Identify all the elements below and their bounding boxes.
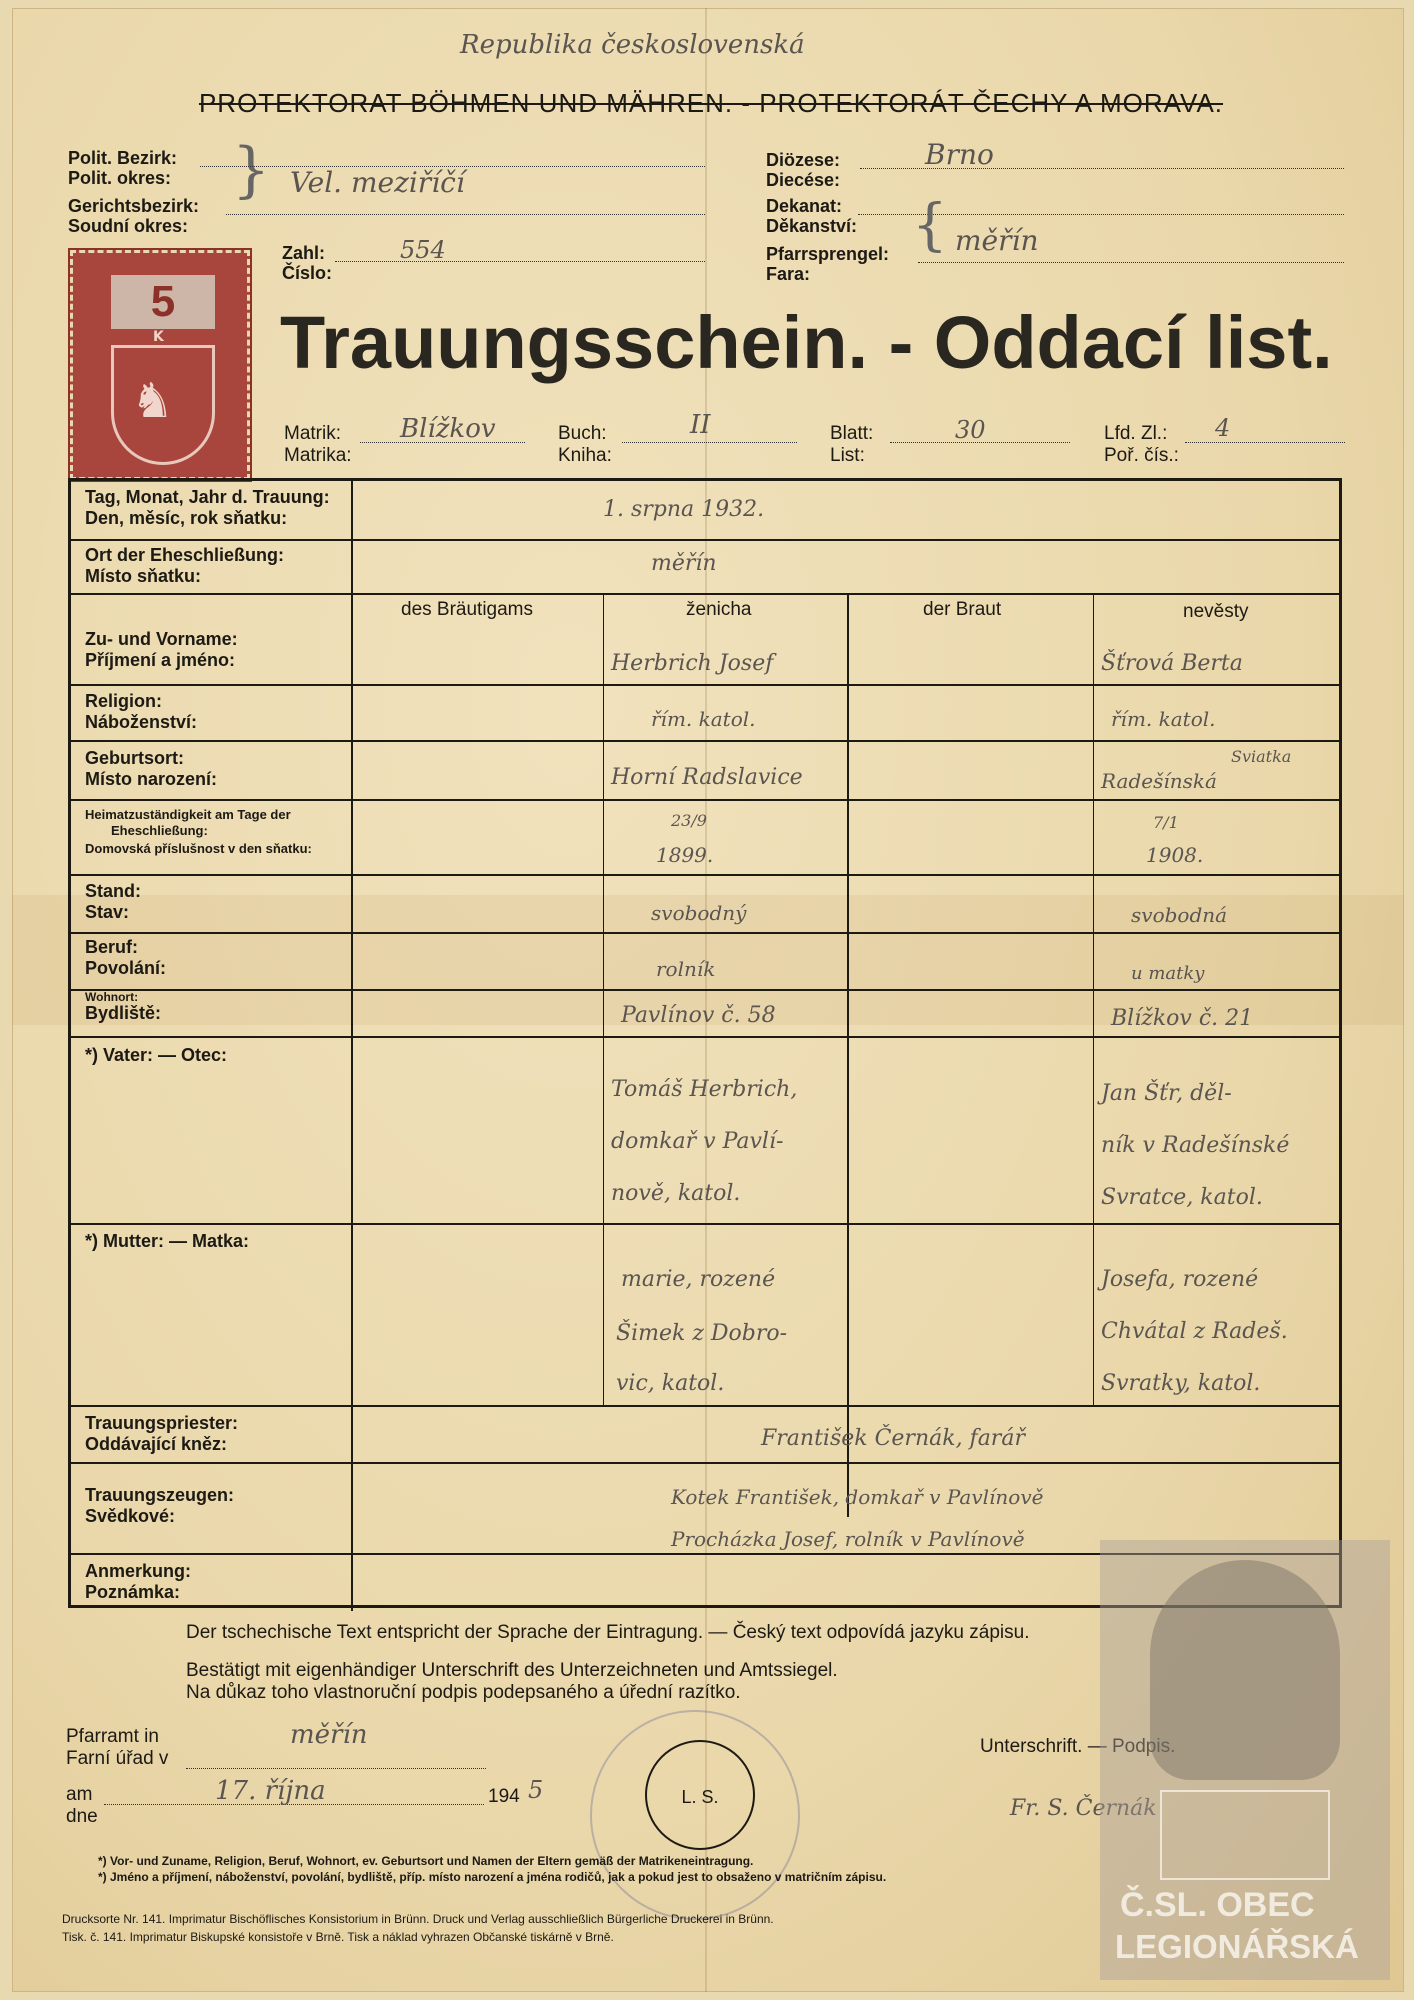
stamp-value: 5 — [111, 275, 215, 329]
signature-label: Unterschrift. — Podpis. — [980, 1736, 1176, 1757]
bride-beruf-value: u matky — [1131, 963, 1205, 984]
am-label: am — [66, 1784, 93, 1805]
fara-dotline — [918, 262, 1344, 263]
bride-religion-value: řím. katol. — [1111, 707, 1216, 731]
lfd-dotline — [1185, 442, 1345, 443]
groom-father-value-1: Tomáš Herbrich, — [611, 1077, 798, 1102]
bride-father-value-1: Jan Šťr, děl- — [1101, 1081, 1232, 1106]
anmerkung-label-de: Anmerkung: — [85, 1561, 192, 1581]
lfd-label: Lfd. Zl.: — [1104, 423, 1168, 444]
brace-right: { — [912, 193, 948, 258]
row-divider — [71, 874, 1341, 876]
soldier-helmet-icon — [1150, 1560, 1340, 1780]
revenue-stamp — [70, 250, 250, 480]
bride-father-value-3: Svratce, katol. — [1101, 1185, 1263, 1210]
priester-label-cz: Oddávající kněz: — [85, 1434, 228, 1454]
bride-name-value: Šťrová Berta — [1101, 651, 1243, 676]
footnote-de: *) Vor- und Zuname, Religion, Beruf, Wohnort, ev. Geburtsort und Namen der Eltern gemäß der Matrikeneintragung. — [98, 1854, 754, 1868]
imprint-cz: Tisk. č. 141. Imprimatur Biskupské konsistoře v Brně. Tisk a náklad vyhrazen Občanské tiskárně v Brně. — [62, 1930, 614, 1944]
watermark-line-1: Č.SL. OBEC — [1120, 1886, 1315, 1924]
zahl-label: Zahl: — [282, 243, 325, 263]
pfarrsprengel-label: Pfarrsprengel: — [766, 244, 890, 264]
gerichtsbezirk-label: Gerichtsbezirk: — [68, 196, 200, 216]
language-note: Der tschechische Text entspricht der Sprache der Eintragung. — Český text odpovídá jazyku zápisu. — [186, 1622, 1030, 1643]
groom-stand-value: svobodný — [651, 901, 747, 925]
watermark-line-2: LEGIONÁŘSKÁ — [1115, 1928, 1359, 1965]
zahl-dotline — [335, 261, 705, 262]
pfarramt-dotline — [186, 1768, 486, 1769]
por-label: Poř. čís.: — [1104, 445, 1179, 466]
groom-heimat-value-1: 23/9 — [671, 811, 707, 830]
document-title: Trauungsschein. - Oddací list. — [280, 301, 1333, 384]
lfd-value: 4 — [1215, 414, 1231, 442]
row-divider — [71, 684, 1341, 686]
diozese-label: Diözese: — [766, 150, 841, 170]
row-divider — [71, 1036, 1341, 1038]
bride-mother-value-2: Chvátal z Radeš. — [1101, 1319, 1288, 1344]
coat-of-arms-icon — [1160, 1790, 1330, 1880]
place-label-cz: Místo sňatku: — [85, 566, 202, 586]
groom-inner-divider — [603, 593, 604, 1405]
birth-label-cz: Místo narození: — [85, 769, 218, 789]
witness-value-2: Procházka Josef, rolník v Pavlínově — [671, 1527, 1025, 1551]
dekanat-label: Dekanat: — [766, 196, 843, 216]
confirmation-de: Bestätigt mit eigenhändiger Unterschrift des Unterzeichneten und Amtssiegel. — [186, 1660, 838, 1681]
buch-value: II — [690, 410, 711, 440]
groom-mother-value-3: vic, katol. — [616, 1371, 725, 1396]
vater-label: *) Vater: — Otec: — [85, 1045, 228, 1065]
wohnort-label-cz: Bydliště: — [85, 1003, 162, 1023]
marriage-date-value: 1. srpna 1932. — [603, 497, 765, 522]
groom-beruf-value: rolník — [656, 957, 716, 981]
groom-father-value-2: domkař v Pavlí- — [611, 1129, 784, 1154]
name-label-de: Zu- und Vorname: — [85, 629, 238, 649]
bride-wohnort-value: Blížkov č. 21 — [1111, 1006, 1254, 1031]
polit-bezirk-label: Polit. Bezirk: — [68, 148, 178, 168]
priester-label-de: Trauungspriester: — [85, 1413, 239, 1433]
signature-value: Fr. S. Černák — [1010, 1796, 1157, 1821]
groom-bride-divider — [847, 593, 849, 1517]
stand-label-de: Stand: — [85, 881, 141, 901]
fara-label: Fara: — [766, 264, 811, 284]
bride-mother-value-1: Josefa, rozené — [1101, 1267, 1259, 1292]
anmerkung-label-cz: Poznámka: — [85, 1582, 181, 1602]
stamp-unit: K — [153, 329, 164, 345]
zeugen-label-cz: Svědkové: — [85, 1506, 176, 1526]
col-header-brautigam: des Bräutigams — [401, 599, 534, 620]
buch-dotline — [622, 442, 797, 443]
birth-label-de: Geburtsort: — [85, 748, 184, 768]
groom-mother-value-2: Šimek z Dobro- — [616, 1321, 788, 1346]
farni-urad-label: Farní úřad v — [66, 1748, 169, 1769]
col-header-zenicha: ženicha — [686, 599, 752, 620]
religion-label-de: Religion: — [85, 691, 162, 711]
ls-seal: L. S. — [645, 1740, 755, 1850]
religion-label-cz: Náboženství: — [85, 712, 198, 732]
soudni-okres-label: Soudní okres: — [68, 216, 189, 236]
bride-birth-value-2: Radešínská — [1101, 769, 1217, 793]
bride-heimat-value-1: 7/1 — [1153, 813, 1179, 832]
blatt-value: 30 — [955, 416, 986, 444]
kniha-label: Kniha: — [558, 445, 612, 466]
row-divider — [71, 1405, 1341, 1407]
cislo-label: Číslo: — [282, 263, 333, 283]
okres-value: Vel. meziříčí — [290, 166, 465, 199]
parish-place-value: měřín — [290, 1720, 368, 1750]
heimat-label-de-2: Eheschließung: — [111, 823, 208, 838]
handwritten-republic: Republika československá — [460, 30, 805, 60]
beruf-label-cz: Povolání: — [85, 958, 167, 978]
year-prefix: 194 — [488, 1786, 520, 1807]
diecese-value: Brno — [925, 138, 994, 171]
groom-father-value-3: nově, katol. — [611, 1181, 741, 1206]
groom-wohnort-value: Pavlínov č. 58 — [621, 1003, 776, 1028]
zeugen-label-de: Trauungszeugen: — [85, 1485, 235, 1505]
groom-mother-value-1: marie, rozené — [621, 1267, 776, 1292]
issue-date-value: 17. října — [215, 1776, 326, 1806]
matrik-label: Matrik: — [284, 423, 341, 444]
bride-birth-value-1: Sviatka — [1231, 747, 1292, 766]
bride-stand-value: svobodná — [1131, 903, 1228, 927]
diecese-label: Diecése: — [766, 170, 841, 190]
dekanstvi-label: Děkanství: — [766, 216, 858, 236]
blatt-label: Blatt: — [830, 423, 874, 444]
dne-label: dne — [66, 1806, 98, 1827]
list-label: List: — [830, 445, 865, 466]
name-label-cz: Příjmení a jméno: — [85, 650, 236, 670]
okres-dotline-2 — [226, 214, 705, 215]
bride-heimat-value-2: 1908. — [1146, 843, 1204, 867]
marriage-record-table — [68, 478, 1342, 1608]
label-column-divider — [351, 481, 353, 1611]
col-header-braut: der Braut — [923, 599, 1002, 620]
bride-mother-value-3: Svratky, katol. — [1101, 1371, 1261, 1396]
date-label-cz: Den, měsíc, rok sňatku: — [85, 508, 288, 528]
row-divider — [71, 539, 1341, 541]
bride-father-value-2: ník v Radešínské — [1101, 1133, 1290, 1158]
date-label-de: Tag, Monat, Jahr d. Trauung: — [85, 487, 330, 507]
groom-religion-value: řím. katol. — [651, 707, 756, 731]
row-divider — [71, 932, 1341, 934]
heimat-label-de-1: Heimatzuständigkeit am Tage der — [85, 807, 291, 822]
confirmation-cz: Na důkaz toho vlastnoruční podpis podepsaného a úřední razítko. — [186, 1682, 741, 1703]
col-header-nevesty: nevěsty — [1183, 601, 1249, 622]
mutter-label: *) Mutter: — Matka: — [85, 1231, 250, 1251]
row-divider — [71, 799, 1341, 801]
footnote-cz: *) Jméno a příjmení, náboženství, povolání, bydliště, příp. místo narození a jména rodičů, jak a pokud jest to obsaženo v matričním zápisu. — [98, 1870, 887, 1884]
imprint-de: Drucksorte Nr. 141. Imprimatur Bischöflisches Konsistorium in Brünn. Druck und Verlag ausschließlich Bürgerliche Druckerei in Brünn. — [62, 1912, 774, 1926]
witness-value-1: Kotek František, domkař v Pavlínově — [671, 1485, 1044, 1509]
row-divider — [71, 1223, 1341, 1225]
row-divider — [71, 740, 1341, 742]
lion-icon: ♞ — [131, 373, 175, 429]
row-divider — [71, 1462, 1341, 1464]
matrika-label: Matrika: — [284, 445, 352, 466]
row-divider — [71, 593, 1341, 595]
pfarramt-label: Pfarramt in — [66, 1726, 159, 1747]
brace-left: } — [232, 135, 271, 205]
priest-value: František Černák, farář — [761, 1426, 1025, 1451]
stand-label-cz: Stav: — [85, 902, 130, 922]
struck-headline: PROTEKTORAT BÖHMEN UND MÄHREN. - PROTEKTORÁT ČECHY A MORAVA. — [198, 88, 1224, 118]
groom-heimat-value-2: 1899. — [656, 843, 714, 867]
place-label-de: Ort der Eheschließung: — [85, 545, 285, 565]
wohnort-label-de: Wohnort: — [85, 990, 139, 1004]
matrik-value: Blížkov — [400, 414, 496, 444]
zahl-value: 554 — [400, 236, 446, 264]
groom-birth-value: Horní Radslavice — [611, 765, 803, 790]
bride-inner-divider — [1093, 593, 1094, 1405]
year-suffix: 5 — [528, 1776, 544, 1804]
beruf-label-de: Beruf: — [85, 937, 138, 957]
marriage-place-value: měřín — [651, 551, 717, 576]
row-divider — [71, 989, 1341, 991]
groom-name-value: Herbrich Josef — [611, 651, 774, 676]
polit-okres-label: Polit. okres: — [68, 168, 172, 188]
fara-value: měřín — [955, 224, 1039, 257]
buch-label: Buch: — [558, 423, 607, 444]
heimat-label-cz: Domovská příslušnost v den sňatku: — [85, 841, 312, 856]
